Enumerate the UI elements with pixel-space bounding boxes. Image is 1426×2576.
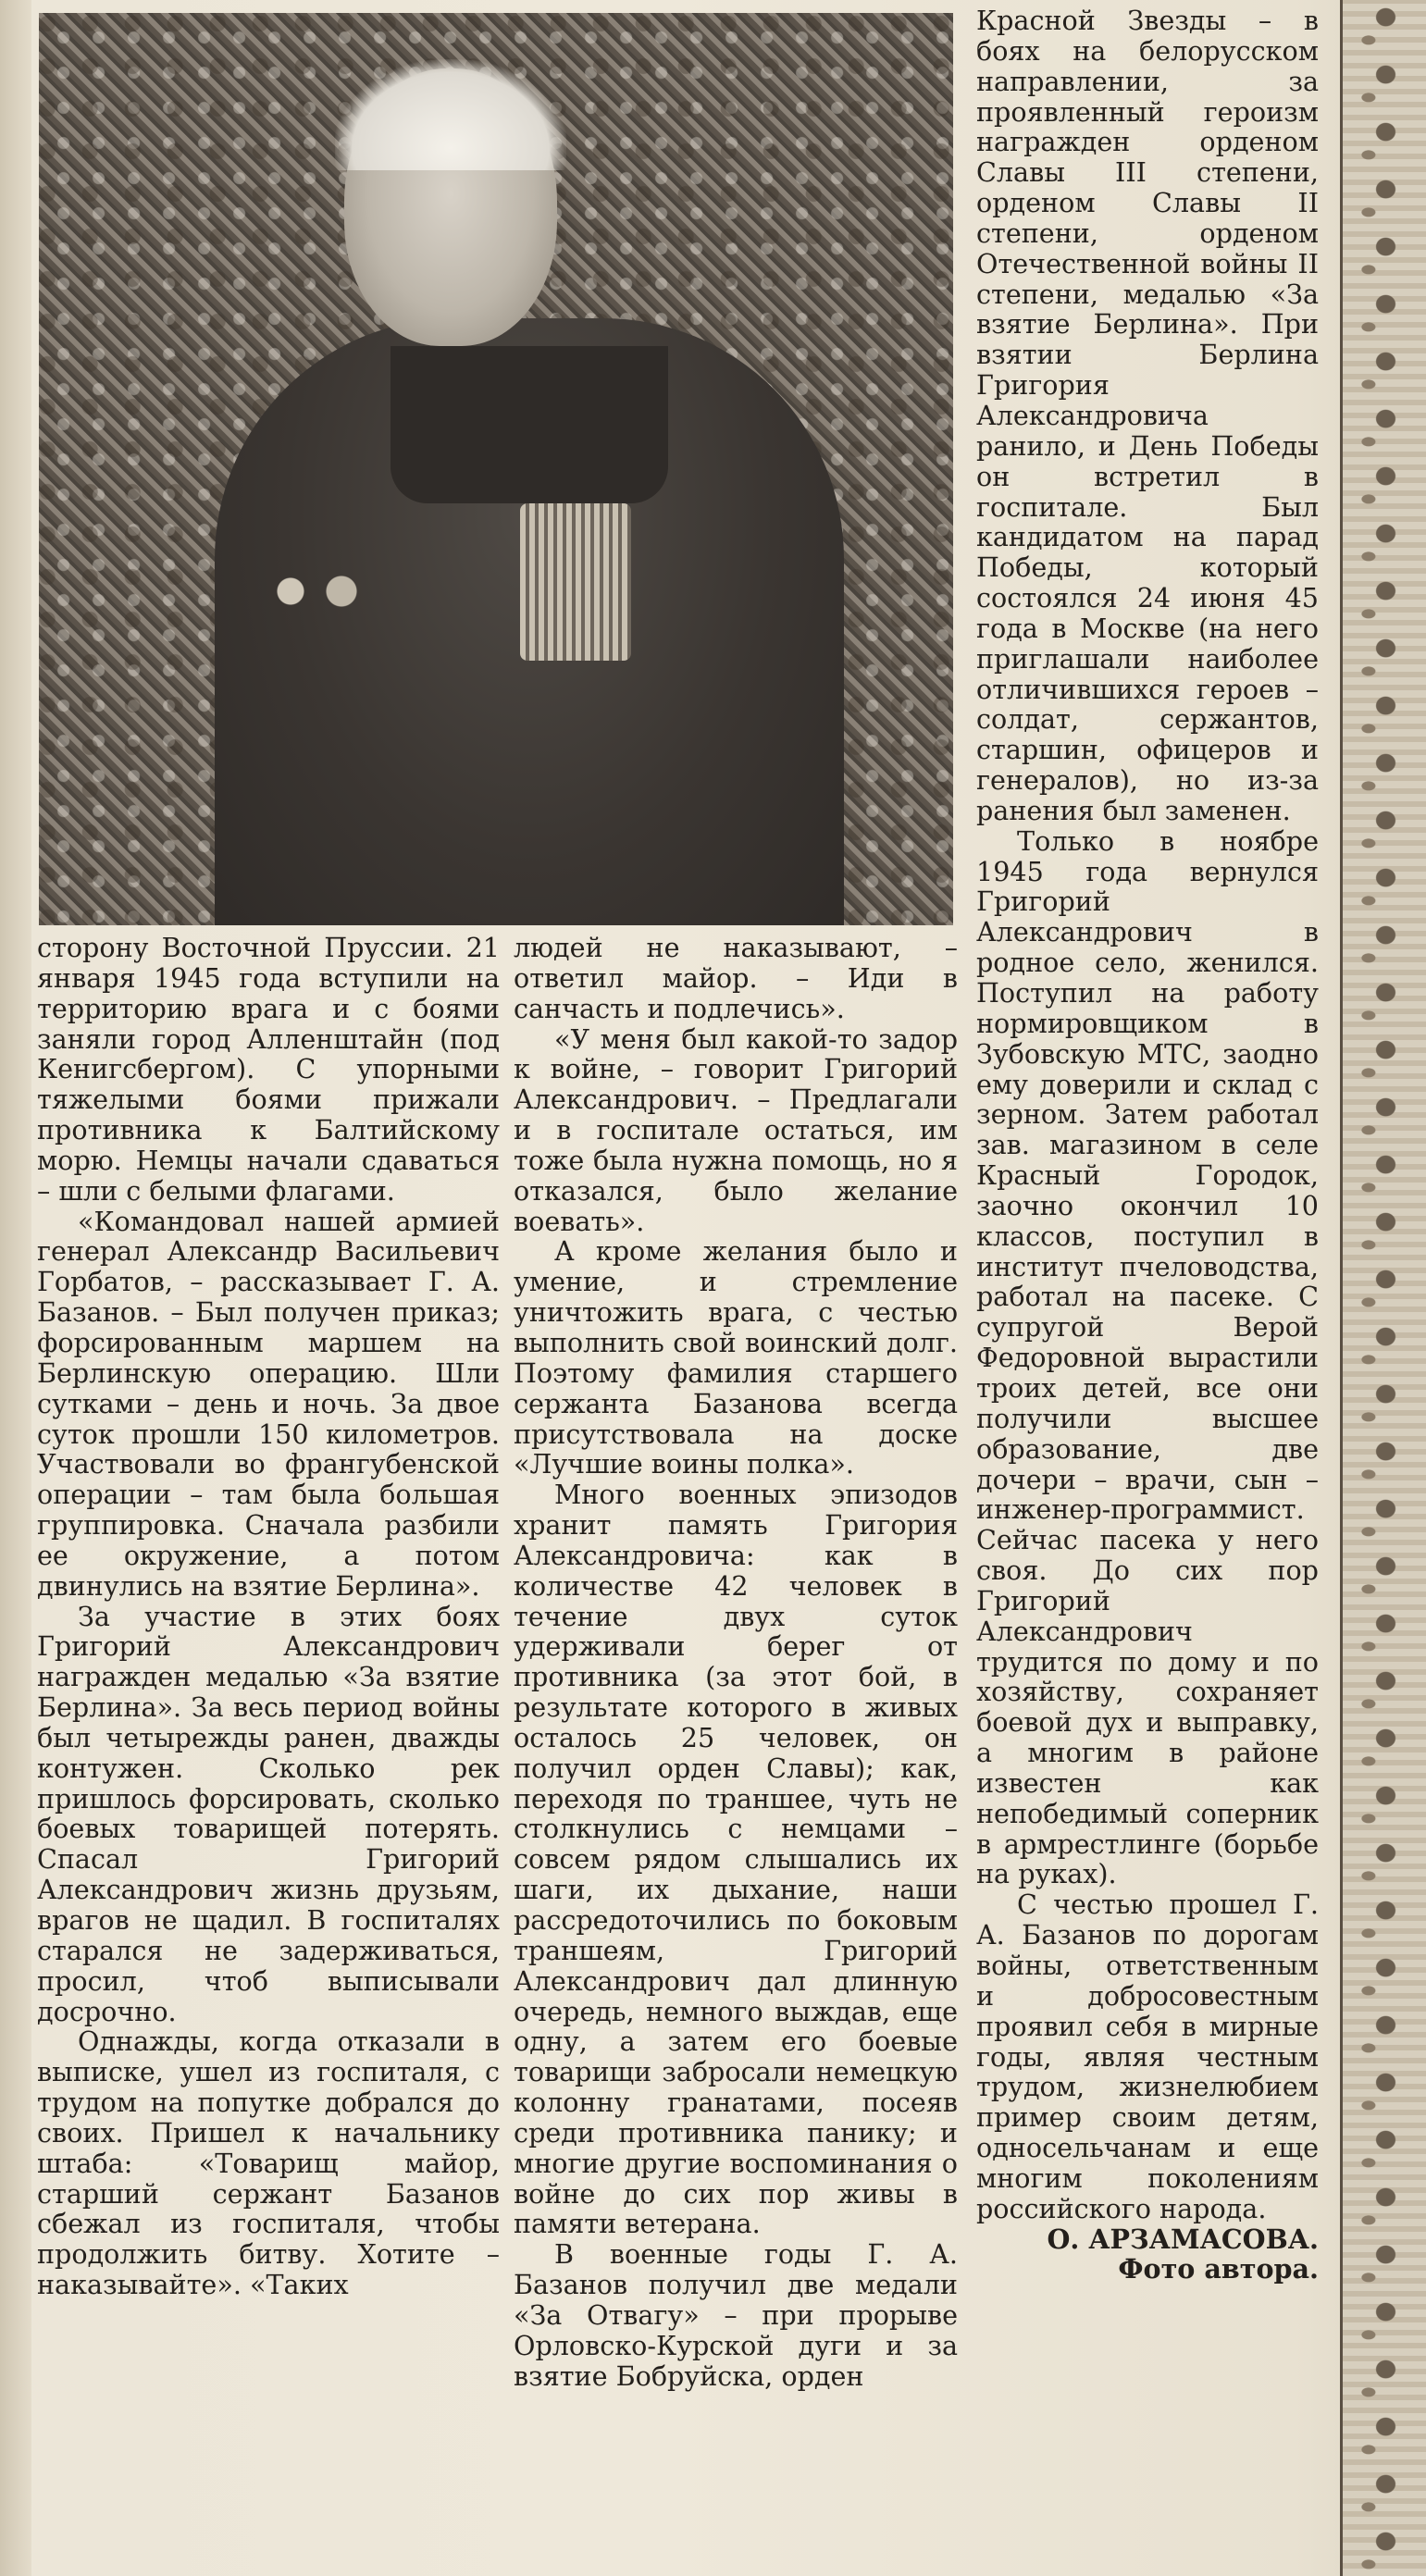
paragraph: сторону Восточной Пруссии. 21 января 1945 года вступили на территорию врага и с боями заняли город Алленштайн (под Кенигсбергом). С упорными тяжелыми боями прижали противника к Балтийскому морю. Немцы начали сдаваться – шли с белыми флагами. xyxy=(37,932,500,1207)
paragraph: Красной Звезды – в боях на белорусском направлении, за проявленный героизм награжден орденом Славы III степени, орденом Славы II степени, орденом Отечественной войны II степени, медалью «За взятие Берлина». При взятии Берлина Григория Александровича ранило, и День Победы он встретил в госпитале. Был кандидатом на парад Победы, который состоялся 24 июня 45 года в Москве (на него приглашали наиболее отличившихся героев – солдат, сержантов, старшин, офицеров и генералов), но из-за ранения был заменен. xyxy=(976,5,1319,826)
paragraph: В военные годы Г. А. Базанов получил две медали «За Отвагу» – при прорыве Орловско-Курской дуги и за взятие Бобруйска, орден xyxy=(514,2238,958,2392)
article-column-3 xyxy=(976,6,1319,2285)
page-edge xyxy=(0,0,31,2576)
paragraph: С честью прошел Г. А. Базанов по дорогам войны, ответственным и добросовестным проявил себя в мирные годы, являя честным трудом, жизнелюбием пример своим детям, односельчанам и еще многим поколениям российского народа. xyxy=(976,1889,1319,2224)
portrait-photo xyxy=(39,13,953,925)
article-column-1 xyxy=(37,933,500,2300)
author-signature: О. АРЗАМАСОВА. xyxy=(1047,2223,1319,2255)
paragraph: Однажды, когда отказали в выписке, ушел из госпиталя, с трудом на попутке добрался до своих. Пришел к начальнику штаба: «Товарищ майор, старший сержант Базанов сбежал из госпиталя, чтобы продолжить битву. Хотите – наказывайте». «Таких xyxy=(37,2025,500,2301)
photo-collar xyxy=(391,346,668,503)
photo-orders xyxy=(270,568,372,614)
paragraph: За участие в этих боях Григорий Александрович награжден медалью «За взятие Берлина». За весь период войны был четырежды ранен, дважды контужен. Сколько рек пришлось форсировать, сколько боевых товарищей потерять. Спасал Григорий Александрович жизнь друзьям, врагов не щадил. В госпиталях старался не задерживаться, просил, чтоб выписывали досрочно. xyxy=(37,1600,500,2027)
paragraph: людей не наказывают, – ответил майор. – Иди в санчасть и подлечись». xyxy=(514,932,958,1024)
paragraph: «У меня был какой-то задор к войне, – говорит Григорий Александрович. – Предлагали и в госпитале остаться, им тоже была нужна помощь, но я отказался, было желание воевать». xyxy=(514,1022,958,1237)
photo-medals xyxy=(520,503,631,661)
article-column-2 xyxy=(514,933,958,2392)
paragraph: А кроме желания было и умение, и стремление уничтожить врага, с честью выполнить свой воинский долг. Поэтому фамилия старшего сержанта Базанова всегда присутствовала на доске «Лучшие воины полка». xyxy=(514,1235,958,1480)
photo-hair xyxy=(335,59,566,170)
photo-credit: Фото автора. xyxy=(1118,2253,1319,2285)
paragraph: «Командовал нашей армией генерал Александр Васильевич Горбатов, – рассказывает Г. А. Базанов. – Был получен приказ; форсированным маршем на Берлинскую операцию. Шли сутками – день и ночь. За двое суток прошли 150 километров. Участвовали во франгубенской операции – там была большая группировка. Сначала разбили ее окружение, а потом двинулись на взятие Берлина». xyxy=(37,1205,500,1602)
paragraph: Много военных эпизодов хранит память Григория Александровича: как в количестве 42 человек в течение двух суток удерживали берег от противника (за этот бой, в результате которого в живых осталось 25 человек, он получил орден Славы); как, переходя по траншее, чуть не столкнулись с немцами – совсем рядом слышались их шаги, их дыхание, наши рассредоточились по боковым траншеям, Григорий Александрович дал длинную очередь, немного выждав, еще одну, а затем его боевые товарищи забросали немецкую колонну гранатами, посеяв среди противника панику; и многие другие воспоминания о войне до сих пор живы в памяти ветерана. xyxy=(514,1479,958,2240)
floral-border-ornament xyxy=(1340,0,1426,2576)
paragraph: Только в ноябре 1945 года вернулся Григорий Александрович в родное село, женился. Поступил на работу нормировщиком в Зубовскую МТС, заодно ему доверили и склад с зерном. Затем работал зав. магазином в селе Красный Городок, заочно окончил 10 классов, поступил в институт пчеловодства, работал на пасеке. С супругой Верой Федоровной вырастили троих детей, все они получили высшее образование, две дочери – врачи, сын – инженер-программист. Сейчас пасека у него своя. До сих пор Григорий Александрович трудится по дому и по хозяйству, сохраняет боевой дух и выправку, а многим в районе известен как непобедимый соперник в армрестлинге (борьбе на руках). xyxy=(976,824,1319,1890)
